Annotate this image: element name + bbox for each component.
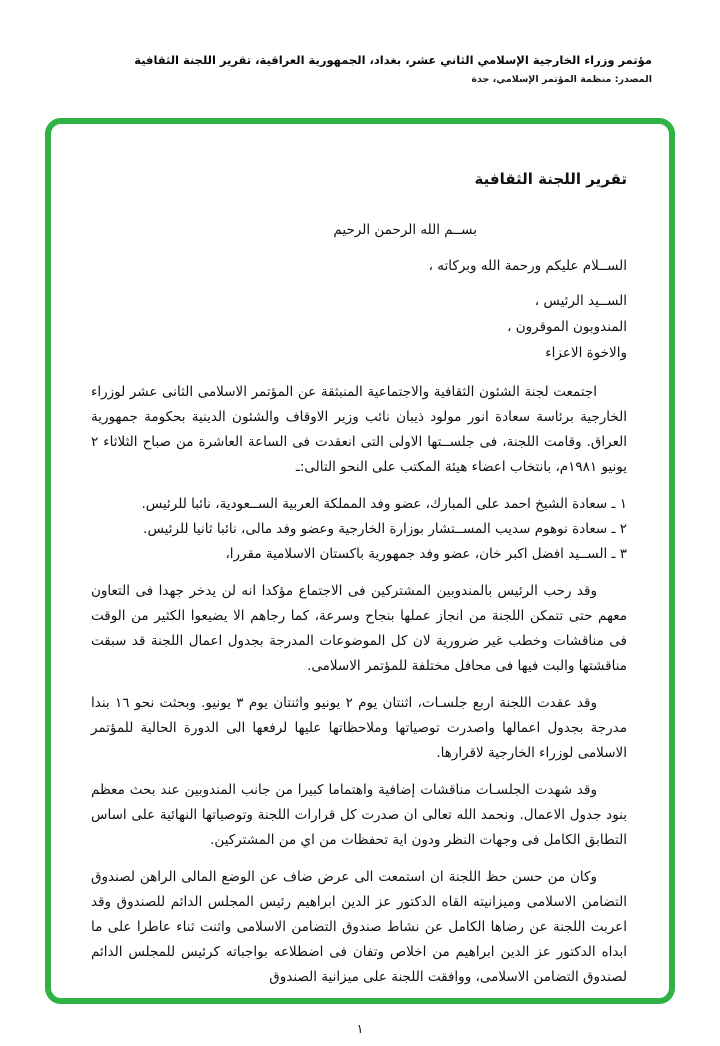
- salutation-line: الســيد الرئيس ،: [534, 293, 627, 309]
- page-number: ١: [356, 1021, 364, 1036]
- salutations-block: [91, 289, 627, 366]
- header-title: مؤتمر وزراء الخارجية الإسلامي الثاني عشر، بغداد، الجمهورية العراقية، تقرير اللجنة الثقافية: [134, 53, 652, 67]
- salutation-line: المندوبون الموقرون ،: [507, 319, 627, 335]
- paragraph: وقد رحب الرئيس بالمندوبين المشتركين فى الاجتماع مؤكدا انه لن يدخر جهدا فى التعاون معهم حتى تتمكن اللجنة من انجاز عملها بنجاح وسرعة، كما رجاهم الا يضيعوا الكثير من الوقت فى مناقشات وخطب غير ضرورية لان كل الموضوعات المدرجة بجدول اعمال اللجنة قد سبقت مناقشتها والبت فيها فى محافل مختلفة للمؤتمر الاسلامى.: [91, 583, 627, 674]
- basmala-line: بســم الله الرحمن الرحيم: [333, 222, 477, 238]
- document-header: [40, 52, 652, 85]
- intro-paragraph: اجتمعت لجنة الشئون الثقافية والاجتماعية المنبثقة عن المؤتمر الاسلامى الثانى عشر لوزراء الخارجية برئاسة سعادة انور مولود ذيبان نائب وزير الاوقاف والشئون الدينية بحكومة جمهورية العراق. وقامت اللجنة، فى جلســتها الاولى التى انعقدت فى الساعة العاشرة من صباح الثلاثاء ٢ يونيو ١٩٨١م، بانتخاب اعضاء هيئة المكتب على النحو التالى:ـ: [91, 384, 627, 475]
- paragraph: وقد عقدت اللجنة اربع جلسـات، اثنتان يوم ٢ يونيو واثنتان يوم ٣ يونيو. وبحثت نحو ١٦ بندا مدرجة بجدول اعمالها واصدرت توصياتها وملاحظاتها عليها لرفعها الى الدورة الحالية للمؤتمر الاسلامى لوزراء الخارجية لاقرارها.: [91, 695, 627, 761]
- paragraph: وقد شهدت الجلسـات مناقشات إضافية واهتماما كبيرا من جانب المندوبين عند بحث معظم بنود جدول الاعمال. ونحمد الله تعالى ان صدرت كل قرارات اللجنة وتوصياتها النهائية على اساس التطابق الكامل فى وجهات النظر ودون اية تحفظات من اي من المشتركين.: [91, 782, 627, 848]
- document-title: تقرير اللجنة الثقافية: [474, 170, 627, 188]
- officer-item: ٣ ـ الســيد افضل اكبر خان، عضو وفد جمهورية باكستان الاسلامية مقررا،: [225, 546, 627, 562]
- header-source: المصدر: منظمة المؤتمر الإسلامي، جدة: [471, 74, 652, 86]
- greeting-line: الســلام عليكم ورحمة الله وبركاته ،: [428, 258, 627, 274]
- officer-item: ١ ـ سعادة الشيخ احمد على المبارك، عضو وفد المملكة العربية الســعودية، نائبا للرئيس.: [141, 496, 627, 512]
- document-frame: [45, 118, 675, 1004]
- officers-list: [91, 492, 627, 567]
- salutation-line: والاخوة الاعزاء: [545, 345, 627, 361]
- officer-item: ٢ ـ سعادة نوهوم سديب المســتشار بوزارة الخارجية وعضو وفد مالى، نائبا ثانيا للرئيس.: [143, 521, 627, 537]
- paragraph: وكان من حسن حظ اللجنة ان استمعت الى عرض ضاف عن الوضع المالى الراهن لصندوق التضامن الاسلامى وميزانيته القاه الدكتور عز الدين ابراهيم رئيس المجلس الدائم للصندوق وقد اعربت اللجنة عن رضاها الكامل عن نشاط صندوق التضامن الاسلامى واثنت ثناء عاطرا على ما ابداه الدكتور عز الدين ابراهيم من اخلاص وتفان فى اضطلاعه بواجباته كرئيس للمجلس الدائم لصندوق التضامن الاسلامى، ووافقت اللجنة على ميزانية الصندوق: [91, 869, 627, 985]
